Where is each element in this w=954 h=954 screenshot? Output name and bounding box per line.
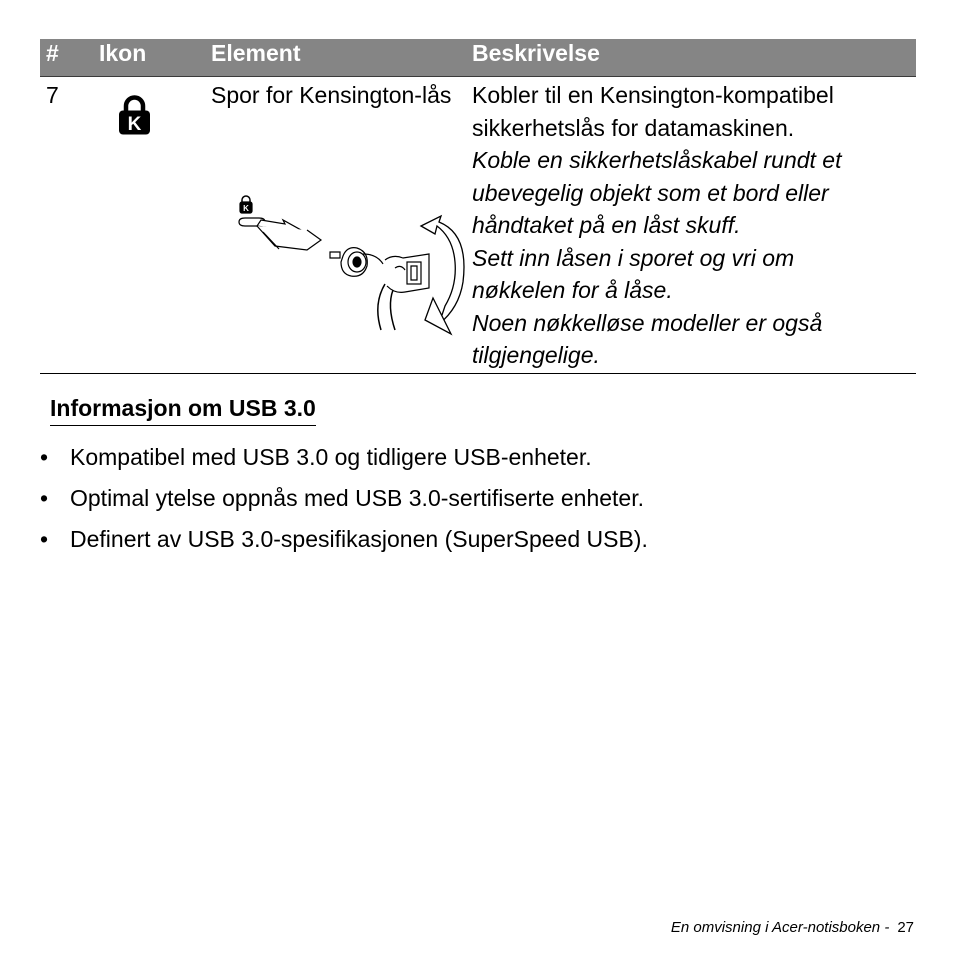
svg-text:K: K xyxy=(127,114,142,135)
footer-text: En omvisning i Acer-notisboken - xyxy=(670,919,890,936)
bullet-icon: • xyxy=(40,444,49,470)
description-italic-line: Sett inn låsen i sporet og vri om xyxy=(472,244,795,271)
element-name: Spor for Kensington-lås xyxy=(211,82,452,108)
description-italic-line: Noen nøkkelløse modeller er også xyxy=(472,309,823,336)
list-item-text: Definert av USB 3.0-spesifikasjonen (SuperSpeed USB). xyxy=(70,526,648,552)
section-title: Informasjon om USB 3.0 xyxy=(50,392,316,426)
kensington-lock-icon xyxy=(118,95,151,144)
row-number: 7 xyxy=(46,82,59,108)
header-num: # xyxy=(46,40,59,66)
kensington-lock-illustration xyxy=(235,194,475,349)
page-footer xyxy=(671,918,914,938)
list-item xyxy=(40,441,648,482)
list-item xyxy=(40,523,648,564)
list-item-text: Optimal ytelse oppnås med USB 3.0-sertifiserte enheter. xyxy=(70,485,645,511)
list-item-text: Kompatibel med USB 3.0 og tidligere USB-enheter. xyxy=(70,444,592,470)
header-element: Element xyxy=(211,40,301,66)
description-italic-line: håndtaket på en låst skuff. xyxy=(472,212,741,238)
element-description xyxy=(472,79,916,372)
component-table xyxy=(40,39,916,374)
description-italic-line: Koble en sikkerhetslåskabel rundt et xyxy=(472,147,842,173)
description-italic-line: tilgjengelige. xyxy=(472,342,600,368)
table-header xyxy=(40,39,916,77)
description-italic-line: ubevegelig objekt som et bord eller xyxy=(472,179,829,206)
description-line: Kobler til en Kensington-kompatibel xyxy=(472,82,834,108)
svg-text:K: K xyxy=(243,204,249,213)
header-icon: Ikon xyxy=(99,40,147,66)
list-item xyxy=(40,482,648,523)
small-lock-icon xyxy=(240,196,252,213)
table-row xyxy=(40,77,916,374)
description-italic-line: nøkkelen for å låse. xyxy=(472,277,673,303)
page-number: 27 xyxy=(897,919,914,936)
bullet-icon: • xyxy=(40,526,49,552)
bullet-icon: • xyxy=(40,485,49,511)
bullet-list xyxy=(40,441,648,564)
header-description: Beskrivelse xyxy=(472,40,600,66)
description-line: sikkerhetslås for datamaskinen. xyxy=(472,114,795,141)
